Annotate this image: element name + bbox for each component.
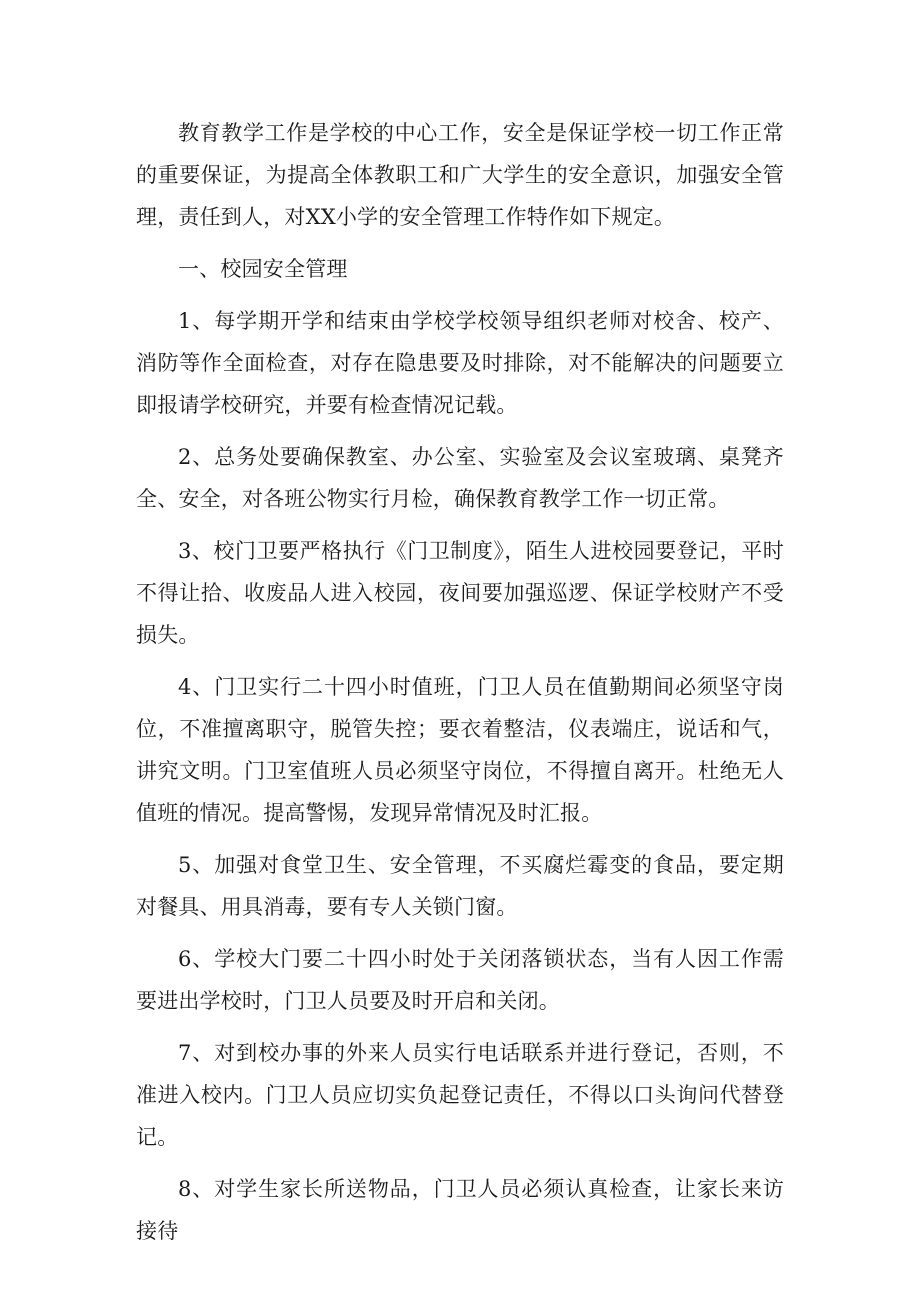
- rule-paragraph-7: 7、对到校办事的外来人员实行电话联系并进行登记，否则，不准进入校内。门卫人员应切实负起登记责任，不得以口头询问代替登记。: [136, 1041, 784, 1149]
- rule-paragraph-3: 3、校门卫要严格执行《门卫制度》，陌生人进校园要登记，平时不得让拾、收废品人进入校园，夜间要加强巡逻、保证学校财产不受损失。: [136, 539, 784, 647]
- rule-paragraph-4: 4、门卫实行二十四小时值班，门卫人员在值勤期间必须坚守岗位，不准擅离职守，脱管失控；要衣着整洁，仪表端庄，说话和气，讲究文明。门卫室值班人员必须坚守岗位，不得擅自离开。杜绝无人值班的情况。提高警惕，发现异常情况及时汇报。: [136, 675, 784, 825]
- intro-paragraph: 教育教学工作是学校的中心工作，安全是保证学校一切工作正常的重要保证，为提高全体教职工和广大学生的安全意识，加强安全管理，责任到人，对XX小学的安全管理工作特作如下规定。: [136, 121, 784, 229]
- rule-paragraph-1: 1、每学期开学和结束由学校学校领导组织老师对校舍、校产、消防等作全面检查，对存在隐患要及时排除，对不能解决的问题要立即报请学校研究，并要有检查情况记载。: [136, 309, 784, 417]
- section-heading: 一、校园安全管理: [178, 257, 348, 281]
- rule-paragraph-2: 2、总务处要确保教室、办公室、实验室及会议室玻璃、桌凳齐全、安全，对各班公物实行月检，确保教育教学工作一切正常。: [136, 445, 784, 511]
- rule-paragraph-6: 6、学校大门要二十四小时处于关闭落锁状态，当有人因工作需要进出学校时，门卫人员要及时开启和关闭。: [136, 947, 784, 1013]
- document-body: [136, 112, 784, 1262]
- rule-paragraph-8: 8、对学生家长所送物品，门卫人员必须认真检查，让家长来访接待: [136, 1177, 784, 1243]
- rule-paragraph-5: 5、加强对食堂卫生、安全管理，不买腐烂霉变的食品，要定期对餐具、用具消毒，要有专人关锁门窗。: [136, 853, 784, 919]
